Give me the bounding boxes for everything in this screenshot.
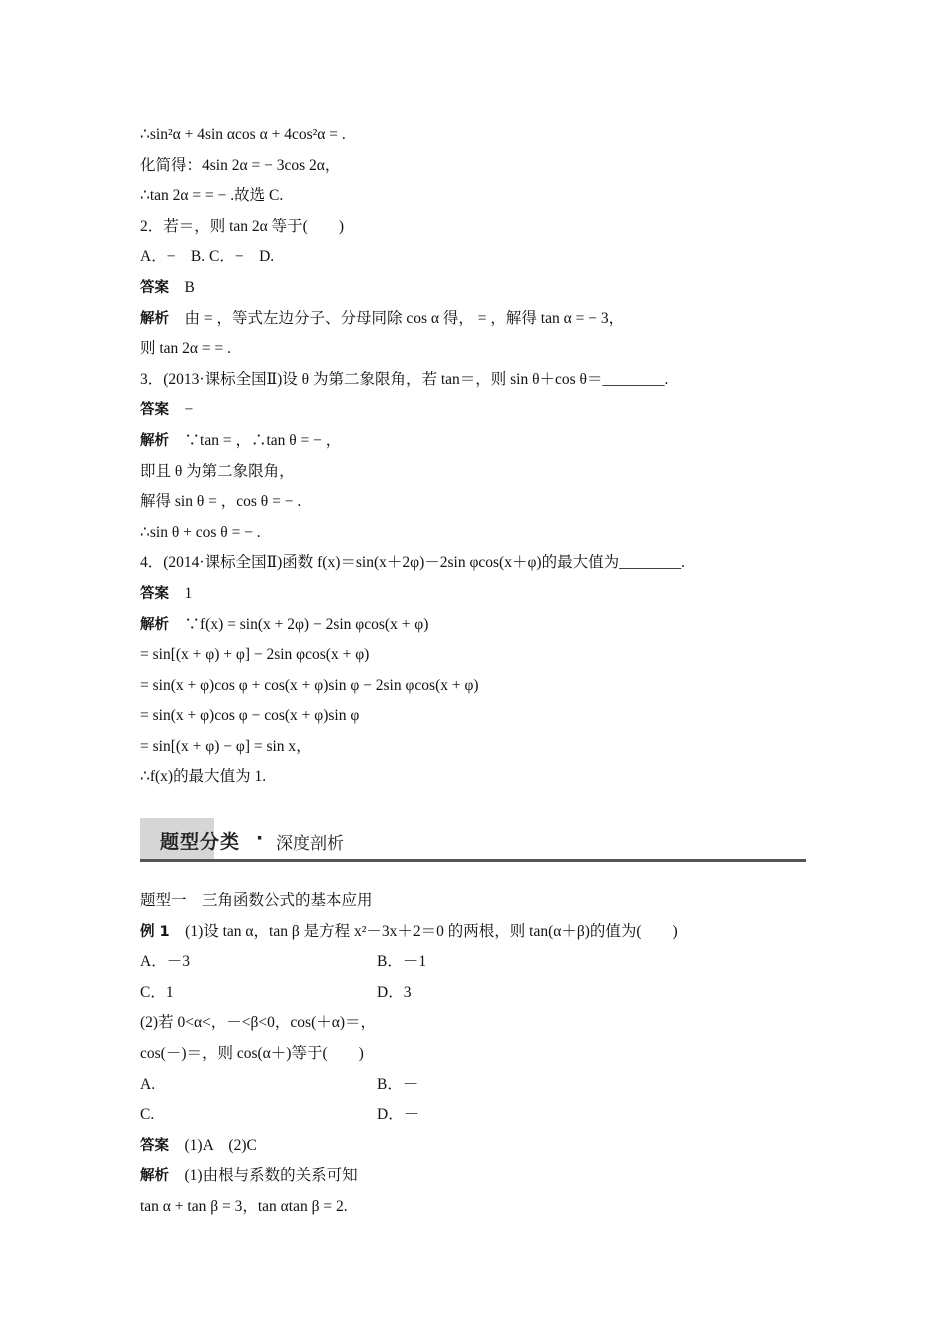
text-line: 解得 sin θ = ，cos θ = − . xyxy=(140,493,302,511)
section-banner xyxy=(140,818,806,862)
choice-row: A．－3 B．－1 xyxy=(140,953,427,971)
example-label: 例 1 xyxy=(140,923,170,940)
text-line: 化简得：4sin 2α = − 3cos 2α， xyxy=(140,156,341,174)
text-line: ∴tan 2α = = − .故选 C. xyxy=(140,187,284,205)
analysis-label: 解析 xyxy=(140,616,169,633)
text-line: ∴f(x)的最大值为 1. xyxy=(140,768,267,786)
answer-line: 答案 − xyxy=(140,401,194,419)
question-4: 4．(2014·课标全国Ⅱ)函数 f(x)＝sin(x＋2φ)－2sin φcos(x＋φ)的最大值为________. xyxy=(140,554,685,572)
banner-subtitle: 深度剖析 xyxy=(276,834,344,854)
choice-row: C．1 D．3 xyxy=(140,983,412,1001)
text-line: tan α + tan β = 3，tan αtan β = 2. xyxy=(140,1197,348,1215)
analysis-line: 解析 由 = ，等式左边分子、分母同除 cos α 得， = ，解得 tan α = − 3， xyxy=(140,309,625,327)
question-2-choices: A．− B. C．− D. xyxy=(140,248,275,266)
example-part-2: (2)若 0<α<，－<β<0，cos(＋α)＝， xyxy=(140,1014,377,1032)
analysis-label: 解析 xyxy=(140,1168,169,1185)
choice-row: C. D．－ xyxy=(140,1106,420,1124)
solution-block-top xyxy=(140,120,810,793)
analysis-label: 解析 xyxy=(140,310,169,327)
answer-label: 答案 xyxy=(140,585,169,602)
analysis-line: 解析 ∵tan = ，∴tan θ = − ， xyxy=(140,431,342,449)
answer-line: 答案 (1)A (2)C xyxy=(140,1136,257,1154)
example-1: 例 1 (1)设 tan α，tan β 是方程 x²－3x＋2＝0 的两根，则 tan(α＋β)的值为( ) xyxy=(140,922,678,940)
answer-line: 答案 1 xyxy=(140,584,193,602)
section-body xyxy=(140,886,810,1223)
text-line: = sin(x + φ)cos φ + cos(x + φ)sin φ − 2sin φcos(x + φ) xyxy=(140,676,479,694)
banner-title: 题型分类 xyxy=(160,831,241,853)
text-line: ∴sin θ + cos θ = − . xyxy=(140,523,261,541)
text-line: 则 tan 2α = = . xyxy=(140,340,232,358)
text-line: 即且 θ 为第二象限角， xyxy=(140,462,295,480)
question-2: 2．若＝，则 tan 2α 等于( ) xyxy=(140,217,345,235)
banner-rule xyxy=(140,859,806,862)
answer-label: 答案 xyxy=(140,279,169,296)
banner-separator: · xyxy=(256,827,264,849)
example-part-2: cos(－)＝，则 cos(α＋)等于( ) xyxy=(140,1044,364,1062)
answer-label: 答案 xyxy=(140,1137,169,1154)
question-3: 3．(2013·课标全国Ⅱ)设 θ 为第二象限角，若 tan＝，则 sin θ＋cos θ＝________. xyxy=(140,370,669,388)
section-heading: 题型一 三角函数公式的基本应用 xyxy=(140,892,373,909)
text-line: = sin(x + φ)cos φ − cos(x + φ)sin φ xyxy=(140,707,360,725)
text-line: ∴sin²α + 4sin αcos α + 4cos²α = . xyxy=(140,126,346,143)
answer-line: 答案 B xyxy=(140,278,195,296)
answer-label: 答案 xyxy=(140,402,169,419)
text-line: = sin[(x + φ) + φ] − 2sin φcos(x + φ) xyxy=(140,646,370,664)
analysis-line: 解析 (1)由根与系数的关系可知 xyxy=(140,1167,358,1185)
analysis-label: 解析 xyxy=(140,432,169,449)
choice-row: A. B．－ xyxy=(140,1075,419,1093)
analysis-line: 解析 ∵f(x) = sin(x + 2φ) − 2sin φcos(x + φ) xyxy=(140,615,429,633)
text-line: = sin[(x + φ) − φ] = sin x， xyxy=(140,737,312,755)
